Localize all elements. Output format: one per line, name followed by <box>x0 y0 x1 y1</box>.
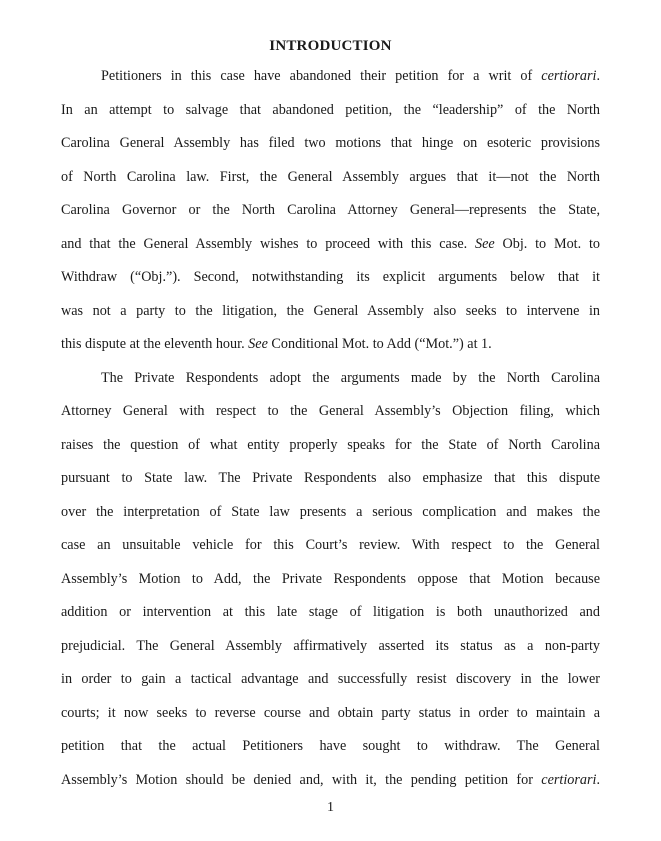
section-heading: INTRODUCTION <box>269 38 392 54</box>
text-line: and that the General Assembly wishes to proceed with this case. See Obj. to Mot. to <box>61 235 600 252</box>
text-line: courts; it now seeks to reverse course and obtain party status in order to maintain a <box>61 704 600 721</box>
text-line: Assembly’s Motion to Add, the Private Respondents oppose that Motion because <box>61 570 600 587</box>
italic-term: See <box>248 336 268 352</box>
text-line: In an attempt to salvage that abandoned petition, the “leadership” of the North <box>61 101 600 118</box>
text-line: pursuant to State law. The Private Respondents also emphasize that this dispute <box>61 470 600 486</box>
paragraph <box>61 60 600 362</box>
text-line: Petitioners in this case have abandoned their petition for a writ of certiorari. <box>101 68 600 84</box>
italic-term: See <box>474 235 495 252</box>
page-number: 1 <box>327 800 334 815</box>
text-line: this dispute at the eleventh hour. See Conditional Mot. to Add (“Mot.”) at 1. <box>61 336 492 352</box>
text-line: Carolina General Assembly has filed two motions that hinge on esoteric provisions <box>61 135 600 151</box>
text-line: Attorney General with respect to the General Assembly’s Objection filing, which <box>61 403 600 419</box>
text-line: case an unsuitable vehicle for this Court’s review. With respect to the General <box>61 537 600 553</box>
text-line: petition that the actual Petitioners have sought to withdraw. The General <box>61 738 600 754</box>
document-body <box>61 60 600 797</box>
text-line: prejudicial. The General Assembly affirmatively asserted its status as a non-party <box>61 637 600 654</box>
text-line: addition or intervention at this late stage of litigation is both unauthorized and <box>61 604 600 620</box>
text-line: raises the question of what entity properly speaks for the State of North Carolina <box>61 436 600 453</box>
text-line: Carolina Governor or the North Carolina Attorney General—represents the State, <box>61 202 600 218</box>
text-line: Withdraw (“Obj.”). Second, notwithstanding its explicit arguments below that it <box>61 269 600 285</box>
text-line: over the interpretation of State law presents a serious complication and makes the <box>61 503 600 520</box>
text-line: Assembly’s Motion should be denied and, with it, the pending petition for certiorari. <box>61 771 600 788</box>
italic-term: certiorari <box>541 68 597 84</box>
text-line: was not a party to the litigation, the General Assembly also seeks to intervene in <box>61 302 600 319</box>
text-line: The Private Respondents adopt the arguments made by the North Carolina <box>101 369 600 386</box>
text-line: of North Carolina law. First, the General Assembly argues that it—not the North <box>61 168 600 185</box>
paragraph <box>61 362 600 798</box>
italic-term: certiorari <box>541 771 597 788</box>
text-line: in order to gain a tactical advantage and successfully resist discovery in the lower <box>61 671 600 687</box>
